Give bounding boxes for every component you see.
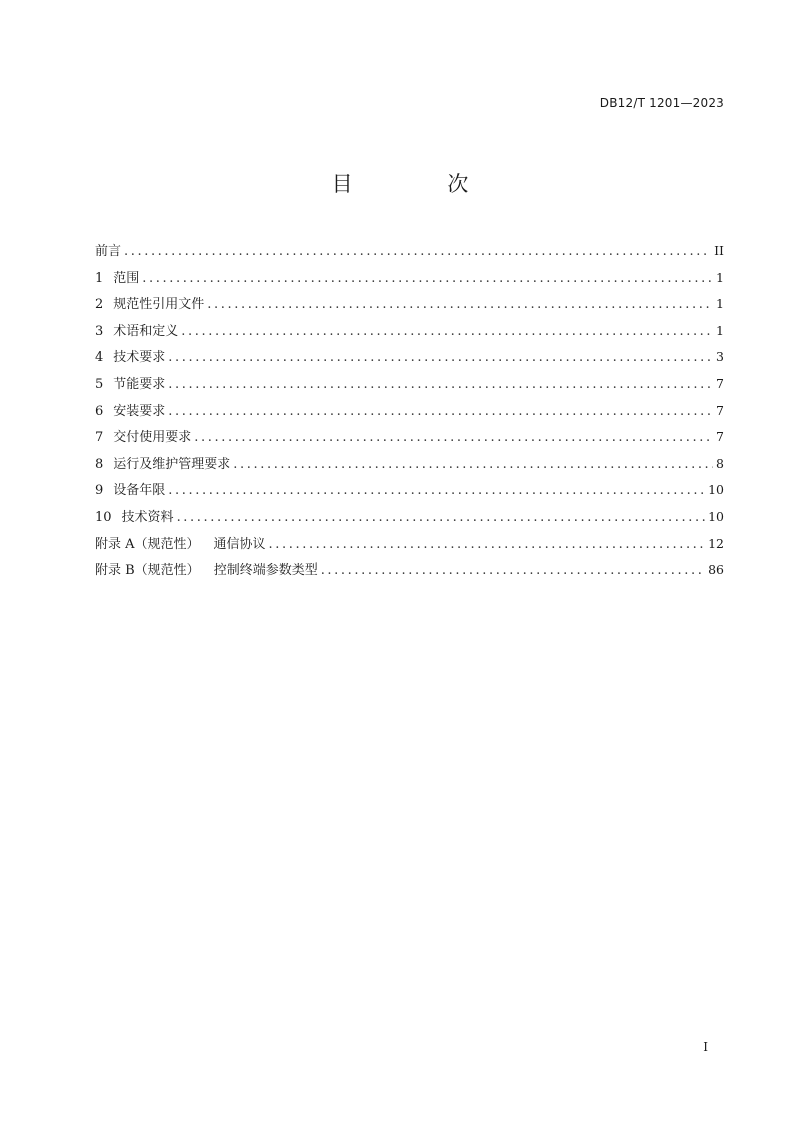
toc-entry-4[interactable] — [95, 346, 724, 373]
toc-title: 目 次 — [331, 172, 513, 196]
toc-entry-number: 5 — [95, 376, 104, 392]
toc-leader-dots — [168, 404, 713, 419]
toc-entry-number: 10 — [95, 509, 112, 525]
toc-entry-label: 前言 — [95, 244, 122, 259]
toc-entry-10[interactable] — [95, 506, 724, 533]
table-of-contents — [95, 240, 724, 586]
toc-entry-label: 设备年限 — [113, 483, 166, 499]
toc-entry-number: 4 — [95, 350, 104, 366]
toc-entry-page: 12 — [708, 535, 724, 551]
toc-entry-page: 3 — [716, 349, 724, 365]
toc-leader-dots — [207, 297, 713, 312]
toc-entry-number: 6 — [95, 403, 104, 419]
toc-entry-6[interactable] — [95, 400, 724, 427]
toc-entry-7[interactable] — [95, 426, 724, 453]
toc-annex-label: 附录 B（规范性） — [95, 563, 200, 579]
toc-leader-dots — [194, 430, 713, 445]
toc-entry-9[interactable] — [95, 479, 724, 506]
toc-leader-dots — [168, 350, 713, 365]
toc-entry-page: 1 — [716, 322, 724, 338]
toc-entry-page: 1 — [716, 269, 724, 285]
toc-leader-dots — [177, 510, 706, 525]
page-number: I — [703, 1040, 708, 1054]
toc-entry-number: 3 — [95, 323, 104, 339]
toc-entry-label: 交付使用要求 — [113, 430, 192, 446]
toc-annex-name: 通信协议 — [213, 536, 266, 552]
toc-entry-label: 节能要求 — [113, 376, 166, 392]
toc-entry-label: 运行及维护管理要求 — [113, 456, 231, 472]
toc-entry-label: 技术要求 — [113, 350, 166, 366]
toc-leader-dots — [181, 324, 713, 339]
toc-entry-3[interactable] — [95, 320, 724, 347]
toc-entry-page: 7 — [716, 375, 724, 391]
toc-annex-b[interactable] — [95, 559, 724, 586]
toc-annex-label: 附录 A（规范性） — [95, 536, 200, 552]
toc-entry-page: 1 — [716, 296, 724, 312]
document-code: DB12/T 1201—2023 — [599, 96, 724, 110]
toc-entry-label: 安装要求 — [113, 403, 166, 419]
toc-entry-number: 1 — [95, 270, 104, 286]
toc-leader-dots — [168, 377, 713, 392]
toc-leader-dots — [168, 483, 705, 498]
toc-leader-dots — [124, 244, 711, 259]
toc-entry-number: 9 — [95, 483, 104, 499]
toc-entry-page: 86 — [708, 562, 724, 578]
toc-entry-label: 规范性引用文件 — [113, 297, 205, 313]
toc-leader-dots — [142, 271, 713, 286]
toc-entry-page: 7 — [716, 429, 724, 445]
toc-annex-name: 控制终端参数类型 — [213, 563, 318, 579]
toc-entry-number: 8 — [95, 456, 104, 472]
toc-entry-page: 10 — [708, 482, 724, 498]
toc-leader-dots — [321, 563, 705, 578]
toc-leader-dots — [233, 457, 713, 472]
toc-entry-8[interactable] — [95, 453, 724, 480]
toc-entry-label: 术语和定义 — [113, 323, 179, 339]
toc-entry-page: 10 — [708, 508, 724, 524]
toc-entry-page: 7 — [716, 402, 724, 418]
toc-entry-page: 8 — [716, 455, 724, 471]
toc-entry-2[interactable] — [95, 293, 724, 320]
toc-entry-page: II — [714, 243, 724, 258]
toc-entry-1[interactable] — [95, 267, 724, 294]
toc-entry-number: 7 — [95, 430, 104, 446]
toc-entry-label: 范围 — [113, 270, 140, 286]
toc-entry-5[interactable] — [95, 373, 724, 400]
toc-annex-a[interactable] — [95, 533, 724, 560]
toc-entry-foreword[interactable] — [95, 240, 724, 267]
toc-leader-dots — [269, 537, 706, 552]
toc-entry-label: 技术资料 — [121, 509, 174, 525]
toc-entry-number: 2 — [95, 297, 104, 313]
